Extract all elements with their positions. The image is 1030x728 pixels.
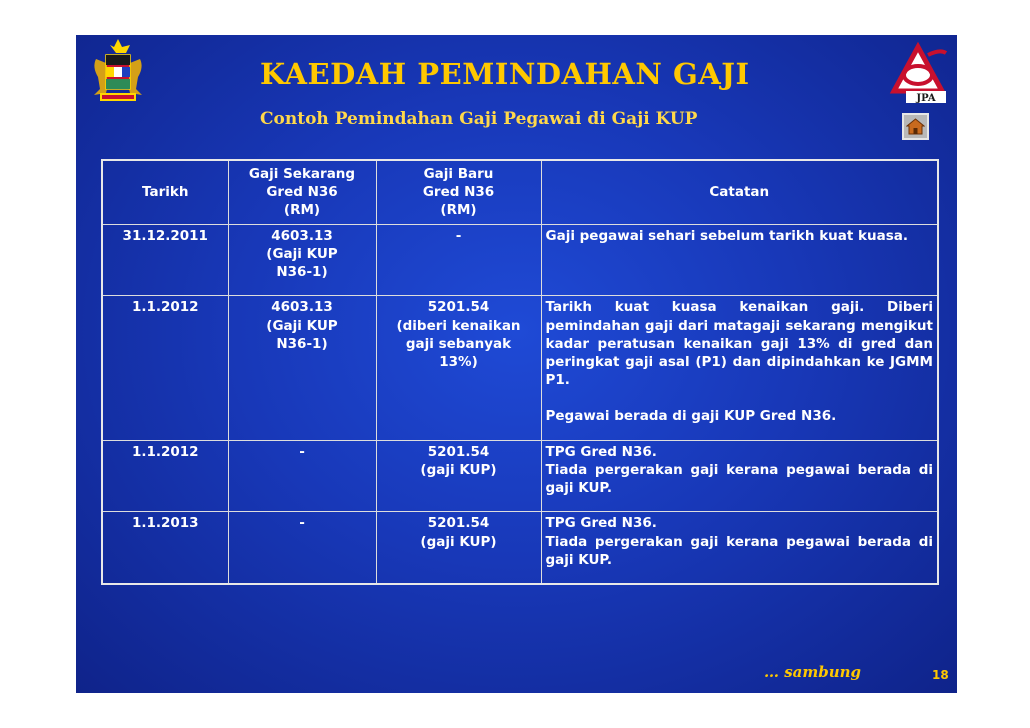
cell-text: (Gaji KUP xyxy=(266,317,338,334)
cell-tarikh: 1.1.2012 xyxy=(102,440,228,512)
jpa-logo-text: JPA xyxy=(916,93,936,104)
jpa-logo-icon xyxy=(884,41,952,105)
header-text: (RM) xyxy=(283,202,321,219)
table-row xyxy=(102,296,938,440)
cell-text: - xyxy=(299,515,305,532)
table-row xyxy=(102,224,938,296)
home-button[interactable] xyxy=(902,113,929,140)
salary-table xyxy=(101,159,939,585)
header-gaji-sekarang xyxy=(228,160,376,224)
cell-catatan xyxy=(541,224,938,296)
note-text: TPG Gred N36. xyxy=(545,443,657,460)
cell-gaji-baru xyxy=(376,224,541,296)
coat-of-arms-icon xyxy=(86,37,150,105)
cell-gaji-sekarang xyxy=(228,224,376,296)
cell-text: (gaji KUP) xyxy=(420,461,497,478)
cell-catatan xyxy=(541,440,938,512)
cell-text: N36-1) xyxy=(276,264,328,281)
cell-gaji-baru xyxy=(376,296,541,440)
cell-text: N36-1) xyxy=(276,335,328,352)
cell-text: 13%) xyxy=(439,353,478,370)
continue-link[interactable]: … sambung xyxy=(764,663,862,681)
slide xyxy=(76,35,957,693)
header-text: Gaji Sekarang xyxy=(248,166,356,182)
cell-gaji-baru xyxy=(376,440,541,512)
note-text: Pegawai berada di gaji KUP Gred N36. xyxy=(545,408,837,425)
cell-text: - xyxy=(299,443,305,460)
note-text: Tiada pergerakan gaji kerana pegawai berada di gaji KUP. xyxy=(545,533,933,568)
cell-tarikh: 31.12.2011 xyxy=(102,224,228,296)
header-gaji-baru xyxy=(376,160,541,224)
table-header-row xyxy=(102,160,938,224)
cell-catatan xyxy=(541,296,938,440)
cell-gaji-sekarang xyxy=(228,440,376,512)
note-text: Tarikh kuat kuasa kenaikan gaji. Diberi pemindahan gaji dari matagaji sekarang mengikut kadar peratusan kenaikan gaji 13% di gred dan peringkat gaji asal (P1) dan dipindahkan ke JGMM P1. xyxy=(545,299,933,389)
cell-gaji-baru xyxy=(376,512,541,584)
cell-text: (diberi kenaikan xyxy=(396,317,521,334)
cell-text: 4603.13 xyxy=(271,227,333,244)
cell-text: 4603.13 xyxy=(271,299,333,316)
home-icon xyxy=(906,118,925,135)
cell-text: 5201.54 xyxy=(427,443,490,460)
table-row xyxy=(102,512,938,584)
cell-tarikh: 1.1.2012 xyxy=(102,296,228,440)
cell-text: (gaji KUP) xyxy=(420,533,497,550)
page-number: 18 xyxy=(932,668,949,682)
cell-catatan xyxy=(541,512,938,584)
cell-text: 5201.54 xyxy=(427,515,490,532)
cell-tarikh: 1.1.2013 xyxy=(102,512,228,584)
cell-text: gaji sebanyak xyxy=(405,335,512,352)
cell-text: 5201.54 xyxy=(427,299,490,316)
table-row xyxy=(102,440,938,512)
note-text: TPG Gred N36. xyxy=(545,515,657,532)
cell-text: (Gaji KUP xyxy=(266,245,338,262)
header-text: Gaji Baru xyxy=(423,166,494,182)
cell-text: - xyxy=(455,227,462,244)
note-text: Tiada pergerakan gaji kerana pegawai berada di gaji KUP. xyxy=(545,461,933,497)
cell-gaji-sekarang xyxy=(228,296,376,440)
cell-gaji-sekarang xyxy=(228,512,376,584)
header-text: Gred N36 xyxy=(422,184,495,201)
page-subtitle: Contoh Pemindahan Gaji Pegawai di Gaji KUP xyxy=(260,109,698,129)
header-text: Gred N36 xyxy=(266,184,338,201)
header-text: (RM) xyxy=(440,202,477,219)
note-text: Gaji pegawai sehari sebelum tarikh kuat kuasa. xyxy=(545,227,909,244)
header-tarikh: Tarikh xyxy=(102,160,228,224)
header-catatan: Catatan xyxy=(541,160,938,224)
page-title: KAEDAH PEMINDAHAN GAJI xyxy=(260,57,750,91)
